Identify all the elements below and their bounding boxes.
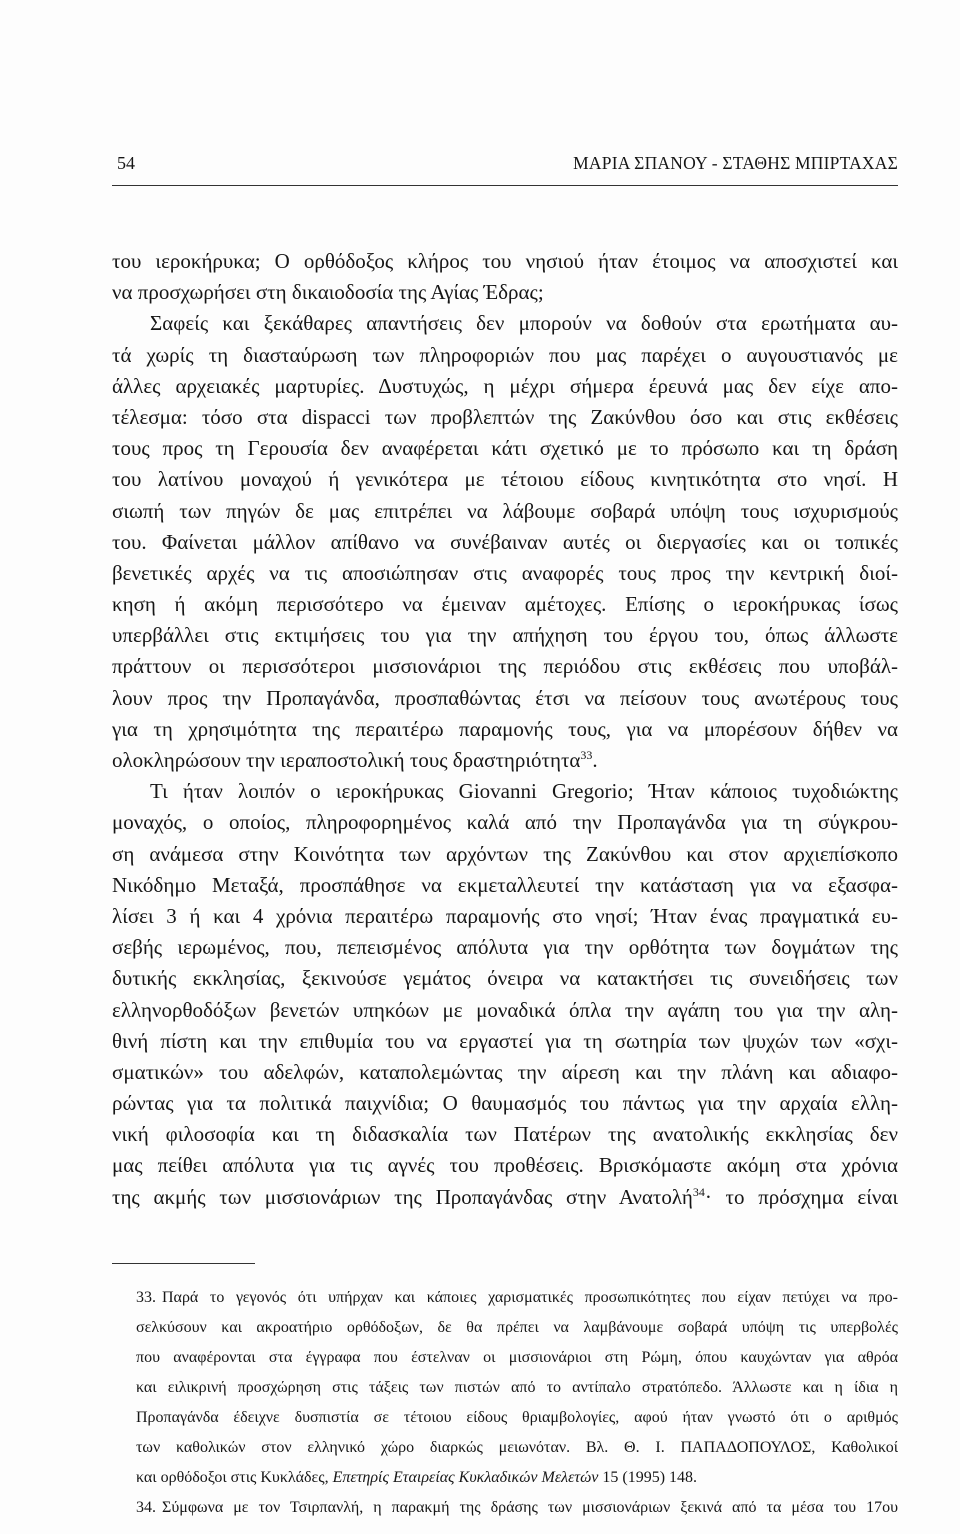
footnote-separator [112, 1263, 255, 1264]
body-line: θινή πίστη και την επιθυμία του να εργαστεί για τη σωτηρία των ψυχών των «σχι- [112, 1028, 898, 1053]
body-line: τους προς τη Γερουσία δεν αναφέρεται κάτι σχετικό με το πρόσωπο και τη δράση [112, 436, 898, 461]
body-line: νική φιλοσοφία και τη διδασκαλία των Πατέρων της ανατολικής εκκλησίας δεν [112, 1122, 898, 1147]
main-text [112, 246, 898, 1213]
body-line: Τι ήταν λοιπόν ο ιεροκήρυκας Giovanni Gregorio; Ήταν κάποιος τυχοδιώκτης [150, 779, 898, 804]
line-text: της ακμής των μισσιονάριων της Προπαγάνδας στην Ανατολή [112, 1184, 693, 1209]
footnote-text: και ορθόδοξοι στις Κυκλάδες, [136, 1469, 333, 1486]
body-line [112, 1182, 898, 1213]
footnote-text: 15 (1995) 148. [598, 1469, 698, 1486]
footnote-text: Σύμφωνα με τον Τσιρπανλή, η παρακμή της δράσης των μισσιονάριων ξεκινά από τα μέσα του 17ου [162, 1499, 898, 1516]
footnote-line: Προπαγάνδα έδειχνε δυσπιστία σε τέτοιου είδους θριαμβολογίες, αφού ήταν γνωστό ότι ο αριθμός [136, 1409, 898, 1426]
body-line: για τη χρησιμότητα της περαιτέρω παραμονής τους, για να μπορέσουν δήθεν να [112, 716, 898, 741]
footnote-ref-34: 34 [692, 1184, 705, 1199]
body-line: του. Φαίνεται μάλλον απίθανο να συνέβαιναν αυτές οι διεργασίες και οι τοπικές [112, 529, 898, 554]
body-line: μας πείθει απόλυτα για τις αγνές του προθέσεις. Βρισκόμαστε ακόμη στα χρόνια [112, 1153, 898, 1178]
footnote-line: που αναφέρονται στα έγγραφα που έστελναν οι μισσιονάριοι στη Ρώμη, όπου καυχώνταν για αθρόα [136, 1349, 898, 1366]
body-line: υπερβάλλει στις εκτιμήσεις του για την απήχηση του έργου του, όπως άλλωστε [112, 623, 898, 648]
body-line: ελληνορθοδόξων βενετών υπηκόων με μοναδικά όπλα την αγάπη του για την αλη- [112, 997, 898, 1022]
footnote-line: σελκύσουν και ακροατήριο ορθόδοξων, δε θα πρέπει να λαμβάνουμε σοβαρά υπόψη τις υπερβολές [136, 1319, 898, 1336]
body-line: του λατίνου μοναχού ή γενικότερα με τέτοιου είδους κινητικότητα στο νησί. Η [112, 467, 898, 492]
footnote-number: 33. [136, 1289, 156, 1306]
body-line: μοναχός, ο οποίος, πληροφορημένος καλά από την Προπαγάνδα για τη σύγκρου- [112, 810, 898, 835]
body-line: τά χωρίς τη διασταύρωση των πληροφοριών που μας παρέχει ο αυγουστιανός με [112, 342, 898, 367]
body-line: να προσχωρήσει στη δικαιοδοσία της Αγίας Έδρας; [112, 280, 544, 305]
footnote-text: Παρά το γεγονός ότι υπήρχαν και κάποιες χαρισματικές προσωπικότητες που είχαν πετύχει να προ- [162, 1289, 898, 1306]
body-line: σιωπή των πηγών δε μας επιτρέπει να λάβουμε σοβαρά υπόψη τους ισχυρισμούς [112, 498, 898, 523]
body-line: Σαφείς και ξεκάθαρες απαντήσεις δεν μπορούν να δοθούν στα ερωτήματα αυ- [150, 311, 898, 336]
body-line: λουν προς την Προπαγάνδα, προσπαθώντας έτσι να πείσουν τους ανωτέρους τους [112, 685, 898, 710]
line-text: . [592, 748, 598, 772]
body-line: Νικόδημο Μεταξά, προσπάθησε να εκμεταλλευτεί την κατάσταση για να εξασφα- [112, 872, 898, 897]
footnote-line [136, 1463, 898, 1493]
footnote-line [136, 1283, 898, 1313]
journal-title: Επετηρίς Εταιρείας Κυκλαδικών Μελετών [332, 1469, 599, 1486]
footnote-line [136, 1493, 898, 1523]
footnote-line: των καθολικών στον ελληνικό χώρο διαρκώς μειωνόταν. Βλ. Θ. Ι. ΠΑΠΑΔΟΠΟΥΛΟΣ, Καθολικοί [136, 1439, 898, 1456]
footnote-ref-33: 33 [580, 748, 593, 762]
body-line [112, 745, 898, 776]
body-line: βενετικές αρχές να τις αποσιώπησαν στις αναφορές τους προς την κεντρική διοί- [112, 560, 898, 585]
page-number: 54 [117, 153, 135, 173]
body-line: άλλες αρχειακές μαρτυρίες. Δυστυχώς, η μέχρι σήμερα έρευνά μας δεν είχε απο- [112, 373, 898, 398]
body-line: λίσει 3 ή και 4 χρόνια περαιτέρω παραμονής στο νησί; Ήταν ένας πραγματικά ευ- [112, 903, 898, 928]
line-text: ολοκληρώσουν την ιεραποστολική τους δραστηριότητα [112, 748, 581, 772]
body-line: σματικών» του αδελφών, καταπολεμώντας την αίρεση και την πλάνη και αδιαφο- [112, 1059, 898, 1084]
body-line: τέλεσμα: τόσο στα dispacci των προβλεπτών της Ζακύνθου όσο και στις εκθέσεις [112, 404, 898, 429]
body-line: δυτικής εκκλησίας, ξεκινούσε γεμάτος όνειρα να κατακτήσει τις συνειδήσεις των [112, 966, 898, 991]
footnote-number: 34. [136, 1499, 156, 1516]
body-line: ση ανάμεσα στην Κοινότητα των αρχόντων της Ζακύνθου και στον αρχιεπίσκοπο [112, 841, 898, 866]
footnote-line: και ειλικρινή προσχώρηση στις τάξεις των πιστών από το αντίπαλο στρατόπεδο. Άλλωστε και η ίδια η [136, 1379, 898, 1396]
header-rule [112, 185, 898, 186]
body-line: σεβής ιερωμένος, που, πεπεισμένος απόλυτα για την ορθότητα των δογμάτων της [112, 935, 898, 960]
body-line: κηση ή ακόμη περισσότερο να έμειναν αμέτοχες. Επίσης ο ιεροκήρυκας ίσως [112, 592, 898, 617]
footnotes [136, 1283, 898, 1523]
running-head: ΜΑΡΙΑ ΣΠΑΝΟΥ - ΣΤΑΘΗΣ ΜΠΙΡΤΑΧΑΣ [573, 153, 898, 173]
body-line: πράττουν οι περισσότεροι μισσιονάριοι της περιόδου στις εκθέσεις που υποβάλ- [112, 654, 898, 679]
body-line: ρώντας για τα πολιτικά παιχνίδια; Ο θαυμασμός του πάντως για την αρχαία ελλη- [112, 1091, 898, 1116]
line-text: · το πρόσχημα είναι [704, 1184, 898, 1209]
body-line: του ιεροκήρυκα; Ο ορθόδοξος κλήρος του νησιού ήταν έτοιμος να αποσχιστεί και [112, 249, 898, 273]
